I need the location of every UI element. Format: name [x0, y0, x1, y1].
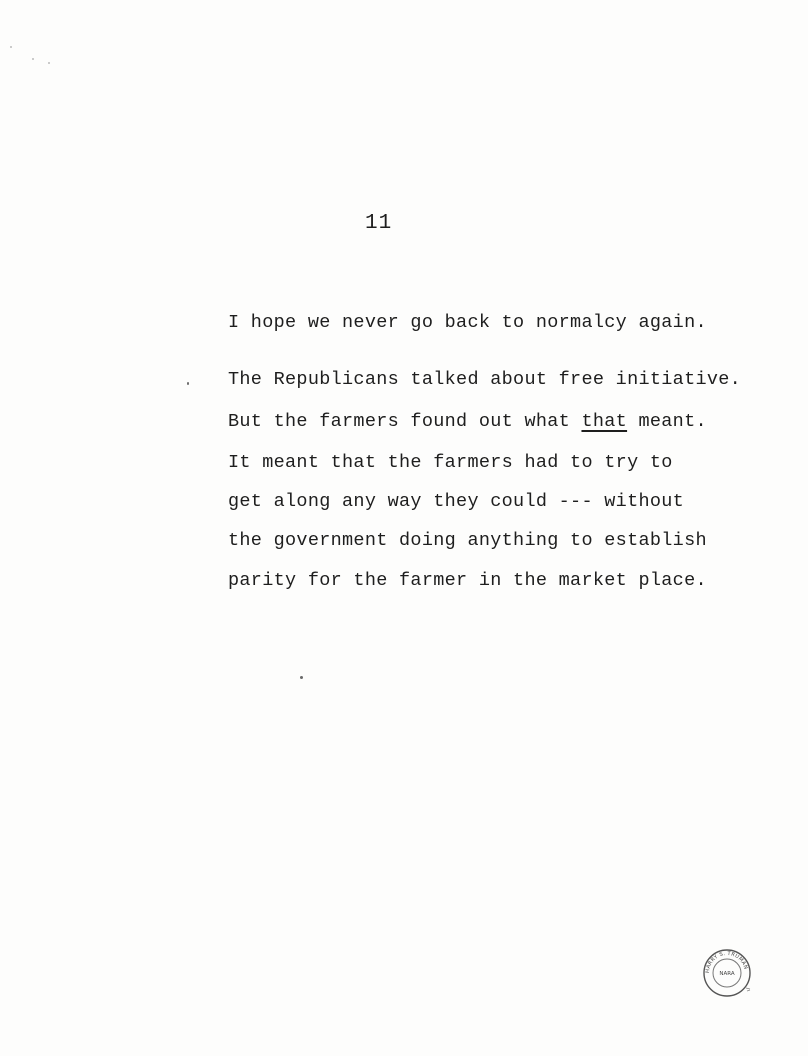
text-line — [228, 411, 707, 433]
emphasized-word: that — [581, 411, 628, 432]
text-line: get along any way they could --- without — [228, 491, 685, 512]
text-line: The Republicans talked about free initiative. — [228, 369, 742, 390]
ink-speck — [300, 676, 303, 679]
ink-speck — [48, 62, 50, 64]
svg-text:NARA: NARA — [719, 971, 735, 977]
text-line: parity for the farmer in the market place. — [228, 570, 707, 591]
ink-speck — [32, 58, 34, 60]
archive-seal-stamp-icon — [702, 948, 752, 998]
text-line: the government doing anything to establish — [228, 530, 707, 551]
text-fragment: meant. — [627, 411, 707, 432]
ink-speck — [10, 46, 12, 48]
text-fragment: But the farmers found out what — [228, 411, 582, 432]
svg-text:HARRY S. TRUMAN LIBRARY: HARRY S. TRUMAN — [704, 950, 749, 974]
page-number: 11 — [365, 212, 393, 235]
text-line: I hope we never go back to normalcy again. — [228, 312, 707, 333]
text-line: It meant that the farmers had to try to — [228, 452, 673, 473]
ink-speck — [187, 382, 189, 385]
